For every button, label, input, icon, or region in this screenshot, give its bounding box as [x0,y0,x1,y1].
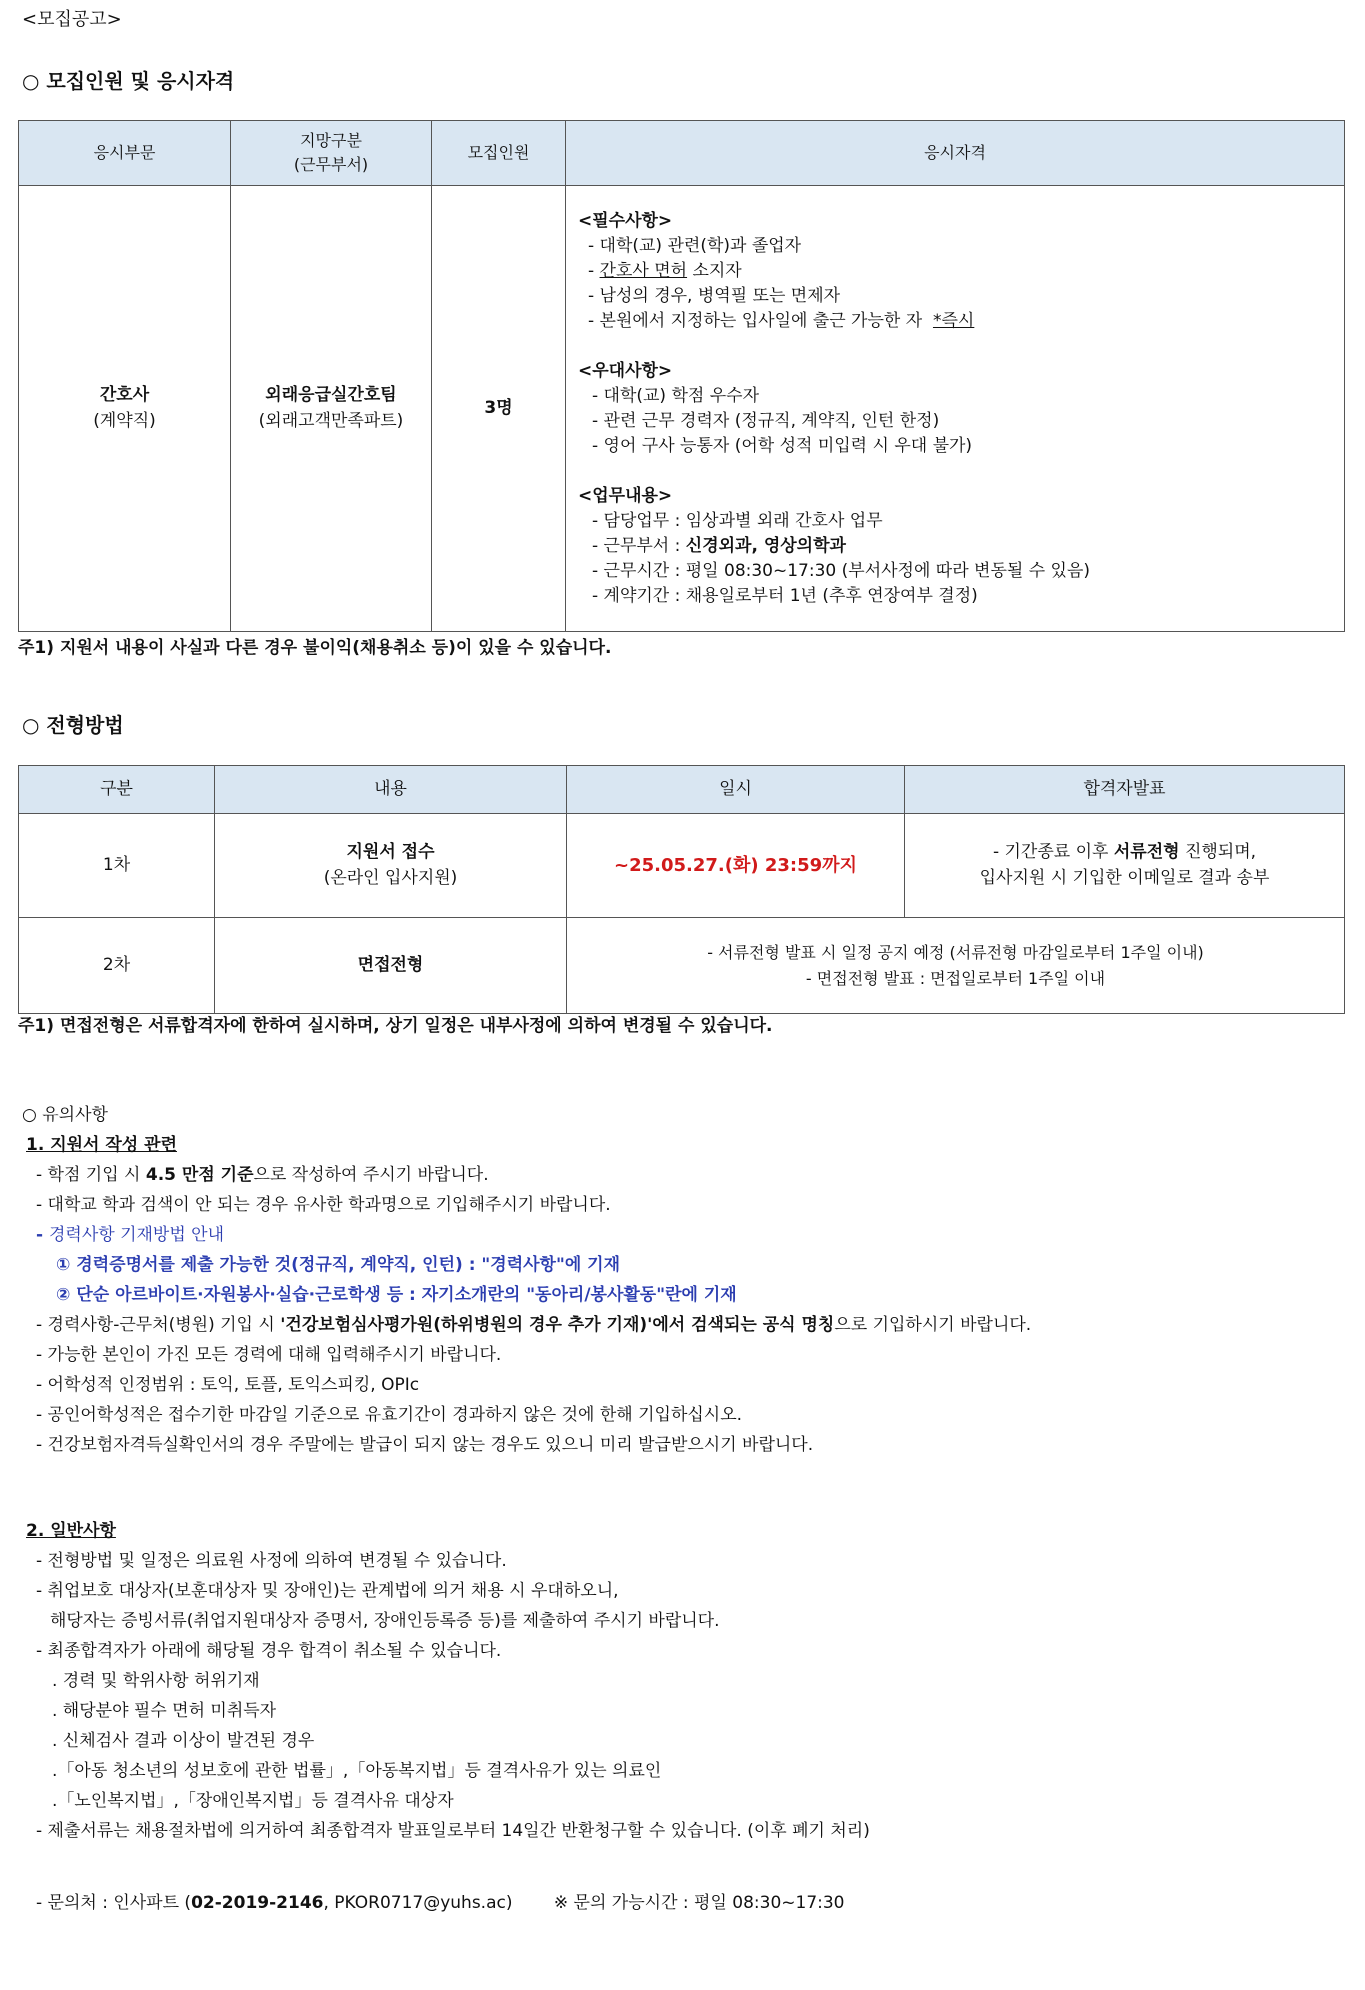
qualification-cell [566,186,1345,632]
team-cell: 외래응급실간호팀 (외래고객만족파트) [231,186,432,632]
note-item: .「아동 청소년의 성보호에 관한 법률」,「아동복지법」등 결격사유가 있는 의료인 [52,1761,662,1781]
note-item: . 해당분야 필수 면허 미취득자 [52,1701,277,1721]
contact-hours: ※ 문의 가능시간 : 평일 08:30~17:30 [553,1893,845,1913]
note-item: . 신체검사 결과 이상이 발견된 경우 [52,1731,315,1751]
sub1-title: 1. 지원서 작성 관련 [26,1135,177,1155]
preferred-item: - 대학(교) 학점 우수자 [592,385,759,406]
note-item: - 대학교 학과 검색이 안 되는 경우 유사한 학과명으로 기입해주시기 바랍니다. [36,1195,611,1215]
required-item: - 대학(교) 관련(학)과 졸업자 [588,235,802,256]
work-item: - 근무시간 : 평일 08:30~17:30 (부서사정에 따라 변동될 수 있음) [592,560,1091,581]
note-item: - 최종합격자가 아래에 해당될 경우 합격이 취소될 수 있습니다. [36,1641,502,1661]
selection-row-1 [19,814,1345,918]
preferred-item: - 관련 근무 경력자 (정규직, 계약직, 인턴 한정) [592,410,940,431]
header-qualification: 응시자격 [566,121,1345,186]
note-item: .「노인복지법」,「장애인복지법」등 결격사유 대상자 [52,1791,454,1811]
notice-header: <모집공고> [22,9,122,30]
notes-section [22,1100,1342,1460]
work-title: <업무내용> [578,485,673,506]
note-item: . 경력 및 학위사항 허위기재 [52,1671,260,1691]
selection-row-2 [19,918,1345,1014]
note-item: ② 단순 아르바이트·자원봉사·실습·근로학생 등 : 자기소개란의 "동아리/봉사활동"란에 기재 [56,1285,737,1305]
preferred-title: <우대사항> [578,360,673,381]
preferred-item: - 영어 구사 능통자 (어학 성적 미입력 시 우대 불가) [592,435,973,456]
note-item: ① 경력증명서를 제출 가능한 것(정규직, 계약직, 인턴) : "경력사항"에 기재 [56,1255,621,1275]
recruitment-row [19,186,1345,632]
header-date: 일시 [567,766,905,814]
content-cell: 면접전형 [215,918,567,1014]
selection-table [18,765,1345,1014]
header-result: 합격자발표 [905,766,1345,814]
note-item: 해당자는 증빙서류(취업지원대상자 증명서, 장애인등록증 등)를 제출하여 주시기 바랍니다. [50,1611,720,1631]
sub2-title: 2. 일반사항 [26,1521,116,1541]
stage-cell: 2차 [19,918,215,1014]
header-stage: 구분 [19,766,215,814]
contact-line: - 문의처 : 인사파트 (02-2019-2146, PKOR0717@yuhs.ac) ※ 문의 가능시간 : 평일 08:30~17:30 [36,1893,845,1913]
stage-cell: 1차 [19,814,215,918]
note-item: - 건강보험자격득실확인서의 경우 주말에는 발급이 되지 않는 경우도 있으니 미리 발급받으시기 바랍니다. [36,1435,814,1455]
deadline-cell: ~25.05.27.(화) 23:59까지 [567,814,905,918]
recruitment-table-header [19,121,1345,186]
contact-phone: 02-2019-2146 [191,1893,324,1913]
header-count: 모집인원 [432,121,566,186]
content-cell: 지원서 접수 (온라인 입사지원) [215,814,567,918]
note-item: - 전형방법 및 일정은 의료원 사정에 의하여 변경될 수 있습니다. [36,1551,507,1571]
section2-title: ○ 전형방법 [22,713,124,737]
note-item: - 제출서류는 채용절차법에 의거하여 최종합격자 발표일로부터 14일간 반환청구할 수 있습니다. (이후 폐기 처리) [36,1821,870,1841]
work-item: - 계약기간 : 채용일로부터 1년 (추후 연장여부 결정) [592,585,978,606]
note-item: - 공인어학성적은 접수기한 마감일 기준으로 유효기간이 경과하지 않은 것에 한해 기입하십시오. [36,1405,743,1425]
result-cell: - 기간종료 이후 서류전형 진행되며, 입사지원 시 기입한 이메일로 결과 송부 [905,814,1345,918]
required-title: <필수사항> [578,210,673,231]
header-choice: 지망구분 (근무부서) [231,121,432,186]
required-item: - 본원에서 지정하는 입사일에 출근 가능한 자 *즉시 [588,310,975,331]
section1-title: ○ 모집인원 및 응시자격 [22,69,235,93]
result-cell: - 서류전형 발표 시 일정 공지 예정 (서류전형 마감일로부터 1주일 이내) - 면접전형 발표 : 면접일로부터 1주일 이내 [567,918,1345,1014]
header-dept: 응시부문 [19,121,231,186]
section3-title: ○ 유의사항 [22,1105,108,1125]
note-item: - 취업보호 대상자(보훈대상자 및 장애인)는 관계법에 의거 채용 시 우대하오니, [36,1581,619,1601]
work-item: - 근무부서 : 신경외과, 영상의학과 [592,535,846,556]
note-item: - 경력사항-근무처(병원) 기입 시 '건강보험심사평가원(하위병원의 경우 추가 기재)'에서 검색되는 공식 명칭으로 기입하시기 바랍니다. [36,1315,1032,1335]
general-section [22,1516,1342,1846]
work-item: - 담당업무 : 임상과별 외래 간호사 업무 [592,510,883,531]
required-item: - 간호사 면허 소지자 [588,260,742,281]
header-content: 내용 [215,766,567,814]
section2-note: 주1) 면접전형은 서류합격자에 한하여 실시하며, 상기 일정은 내부사정에 의하여 변경될 수 있습니다. [18,1016,773,1036]
note-item: - 경력사항 기재방법 안내 [36,1225,225,1245]
note-item: - 어학성적 인정범위 : 토익, 토플, 토익스피킹, OPIc [36,1375,420,1395]
selection-table-header [19,766,1345,814]
dept-cell: 간호사 (계약직) [19,186,231,632]
required-item: - 남성의 경우, 병역필 또는 면제자 [588,285,841,306]
count-cell: 3명 [432,186,566,632]
section1-note: 주1) 지원서 내용이 사실과 다른 경우 불이익(채용취소 등)이 있을 수 있습니다. [18,638,612,658]
recruitment-table [18,120,1345,632]
note-item: - 가능한 본인이 가진 모든 경력에 대해 입력해주시기 바랍니다. [36,1345,502,1365]
note-item: - 학점 기입 시 4.5 만점 기준으로 작성하여 주시기 바랍니다. [36,1165,489,1185]
